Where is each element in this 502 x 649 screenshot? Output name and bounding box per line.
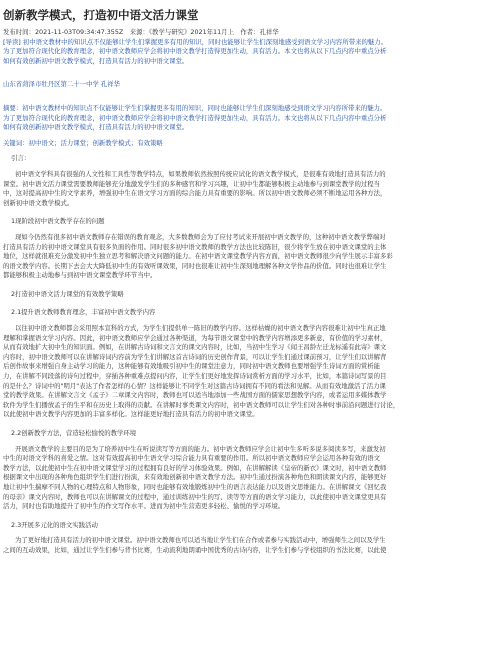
paragraph-line: 堂的教学效果。在讲解文言文《孟子》二章课文内容时，教师也可以适当地添加一些战国方面的儒家思想教学内容，或者运用多媒体教学 [3,391,387,400]
paragraph-line: 以往初中语文教师都会采用照本宣科的方式，为学生们提供单一陈旧的教学内容。这样枯燥的初中语文教学内容很难让初中生真正地 [15,324,386,333]
paragraph-line: 软件为学生们播放孟子的生平和在历史上取得的贡献。在讲解时事类课文内容时，初中语文教师可以让学生们对各种时事前沿问题进行讨论， [3,400,400,409]
paragraph-line: 中生的对语文学科的喜爱之情。这对有效提高初中生语文学习综合能力具有重要的作用。所以初中语文教师应学会运用各种有效的语文 [3,454,381,463]
paragraph-line: 开展语文教学的主要目的是为了培养初中生在听说读写等方面的能力。初中语文教师应学会让初中生多听多说多阅读多写，来激发初 [15,444,386,453]
section2-3-paragraph [3,536,492,555]
paragraph-line: 理解和掌握语文学习内容。因此，初中语文教师应学会通过各种渠道，为每节语文课堂中的教学内容增添更多新意，有价值的学习素材， [3,333,387,342]
paragraph-line: 打造具有活力的初中语文课堂具有很多负面的作用。同时很多初中语文教师的教学方法也比较陈旧，很少将学生放在初中语文课堂的主体 [3,242,387,251]
subsection-heading: 2.2创新教学方法，营造轻松愉悦的教学环境 [11,429,137,437]
author-unit: 山东省菏泽市牡丹区第二十一中学 孔祥华 [3,80,121,89]
paragraph-line: 的母亲》课文内容时，教师也可以在讲解课文的过程中，通过训练初中生的写、读等等方面的语文学习能力，以此使初中语文课堂更具有 [3,492,387,501]
paragraph-line: 从而有效地扩大初中生的知识面。例如，在讲解古诗词和文言文的课文内容时，比如，当初中生学习《闻王昌龄左迁龙标遥有此寄》课文 [3,343,387,352]
paragraph-line: 后创作故事来增强自身主动学习的能力，这种能够有效地吸引初中生的课堂注意力，同时初中语文教师也要增强学生诗词方面的赏析能 [3,362,381,371]
section-heading: 1现阶段初中语文教学存在的问题 [11,217,105,226]
abstract-block [3,104,492,133]
paragraph-line: 之间的互动效果，比如，通过让学生们参与背书比赛，生动流利地朗诵中国优秀的古诗内容，让学生们参与学校组织的书法比赛，以此使 [3,545,387,554]
paragraph-line: 以此使初中语文教学内容更加的丰富多样化。这样能更好地打造具有活力的初中语文课堂。 [3,410,259,419]
subsection-heading: 2.1提升语文教师教育理念，丰富初中语文教学内容 [11,308,156,317]
section-heading: 2打造初中语文活力课堂的有效教学策略 [11,289,124,298]
paragraph-line: 活力，同时也有助地提升了初中生的作文写作水平。进而为初中生营造更多轻松、愉悦的学习环境。 [3,502,285,511]
paragraph-line: 地位，这样就很难充分激发初中生独立思考和解决语文问题的能力。在初中语文课堂教学内容方面，初中语文教师很少向学生展示丰富多彩 [3,252,393,261]
page-title: 创新教学模式，打造初中语文活力课堂 [3,8,199,22]
paragraph-line: 创新初中语文教学模式。 [3,198,74,207]
paragraph-line: 都能够积极主动地参与到初中语文课堂教学环节当中。 [3,271,157,280]
subsection-heading: 2.3开展多元化的语文实践活动 [11,520,98,529]
section2-1-paragraph [3,324,492,420]
intro-label: 引言： [11,154,31,163]
paragraph-line: 根据课文中出现的各种角色组织学生们进行扮演，来有效地创新初中语文教学方法。初中生通过扮演各种角色和朗读课文内容，能够更好 [3,473,387,482]
paragraph-line: 地让初中生揣摩不同人物的心理特点和人物形象，同时也能够有效地锻炼初中生的语言表达能力以及语文思维能力。在讲解课文《回忆我 [3,482,387,491]
intro-paragraph [3,170,492,208]
paragraph-line: 现如今仍然有很多初中语文教师存在错误的教育观念，大多数教师会为了应付考试来开展初中语文教学的，这种初中语文教学弊端对 [15,232,386,241]
guide-line: [导读] 初中语文教材中的知识点不仅能够让学生们掌握更多有用的知识，同时也能够让学生们深刻地感受到语文学习内容所带来的魅力。 [3,37,388,46]
guide-line: 如何有效创新初中语文教学模式，打造具有活力的初中语文课堂。 [3,56,189,65]
guide-line: 为了更加符合现代化的教育理念，初中语文教师应学会将初中语文教学打造得更加生动，具有活力。本文也将从以下几点内容中重点分析 [3,47,387,56]
abstract-line: 为了更加符合现代化的教育理念，初中语文教师应学会将初中语文教学打造得更加生动，具有活力。本文也将从以下几点内容中重点分析 [3,113,387,122]
paragraph-line: 初中语文学科具有很强的人文性和工具性等教学特点，如果教师依然按照传统应试化的语文教学模式，是很难有效地打造具有活力的 [15,169,386,178]
section2-2-paragraph [3,445,492,512]
section1-paragraph [3,233,492,281]
paragraph-line: 的语文教学内容。长期下去会大大降低初中生的有效听课效果，同时也很难让初中生深刻地理解各种文学作品的价值。同时也很难让学生 [3,261,387,270]
paragraph-line: 的是什么？诗词中的"明月"表达了作者怎样的心情？这样能够让不同学生对这篇古诗词拥有不同的看法和见解。从而有效地激活了活力课 [3,381,386,390]
abstract-line: 如何有效创新初中语文教学模式，打造具有活力的初中语文课堂。 [3,123,189,132]
paragraph-line: 内容时，初中语文教师可以在讲解诗词内容前为学生们讲解这首古诗词的历史创作背景，可以让学生们通过课前预习，让学生们以讲解背 [3,352,387,361]
publish-meta: 发布时间：2021-11-03T09:34:47.355Z 来源：《教学与研究》2021年11月上 作者：孔祥华 [3,28,279,36]
abstract-line: 摘要：初中语文教材中的知识点不仅能够让学生们掌握更多有用的知识，同时也能够让学生们深刻地感受到语文学习内容所带来的魅力。 [3,103,387,112]
paragraph-line: 中，这对提高初中生的文学素养，增强初中生在语文学习方面的综合能力具有重要的影响。所以初中语文教师必须不断地运用各种方法， [3,189,387,198]
paragraph-line: 力，在讲解不同段落的诗句过程中，穿插各种重难点提问内容，让学生们更好地发挥诗词赏析方面的学习水平，比如，本篇诗词写景的目 [3,372,387,381]
guide-block [3,38,492,67]
keywords: 关键词：初中语文；活力课堂；创新教学模式；有效策略 [3,138,163,147]
paragraph-line: 课堂。初中语文活力课堂需要教师能够充分地激发学生们的多种感官和学习兴趣，让初中生都能够积极主动地参与到课堂教学的过程当 [3,179,381,188]
meta-block [3,28,492,66]
paragraph-line: 教学方法，以此使初中生在初中语文课堂学习的过程拥有良好的学习体验效果。例如，在讲解解读《皇帝的新衣》课文时，初中语文教师 [3,463,387,472]
paragraph-line: 为了更好地打造具有活力的初中语文课堂。初中语文教师也可以适当地让学生们在合作或者参与实践活动中，增强师生之间以及学生 [15,536,386,545]
